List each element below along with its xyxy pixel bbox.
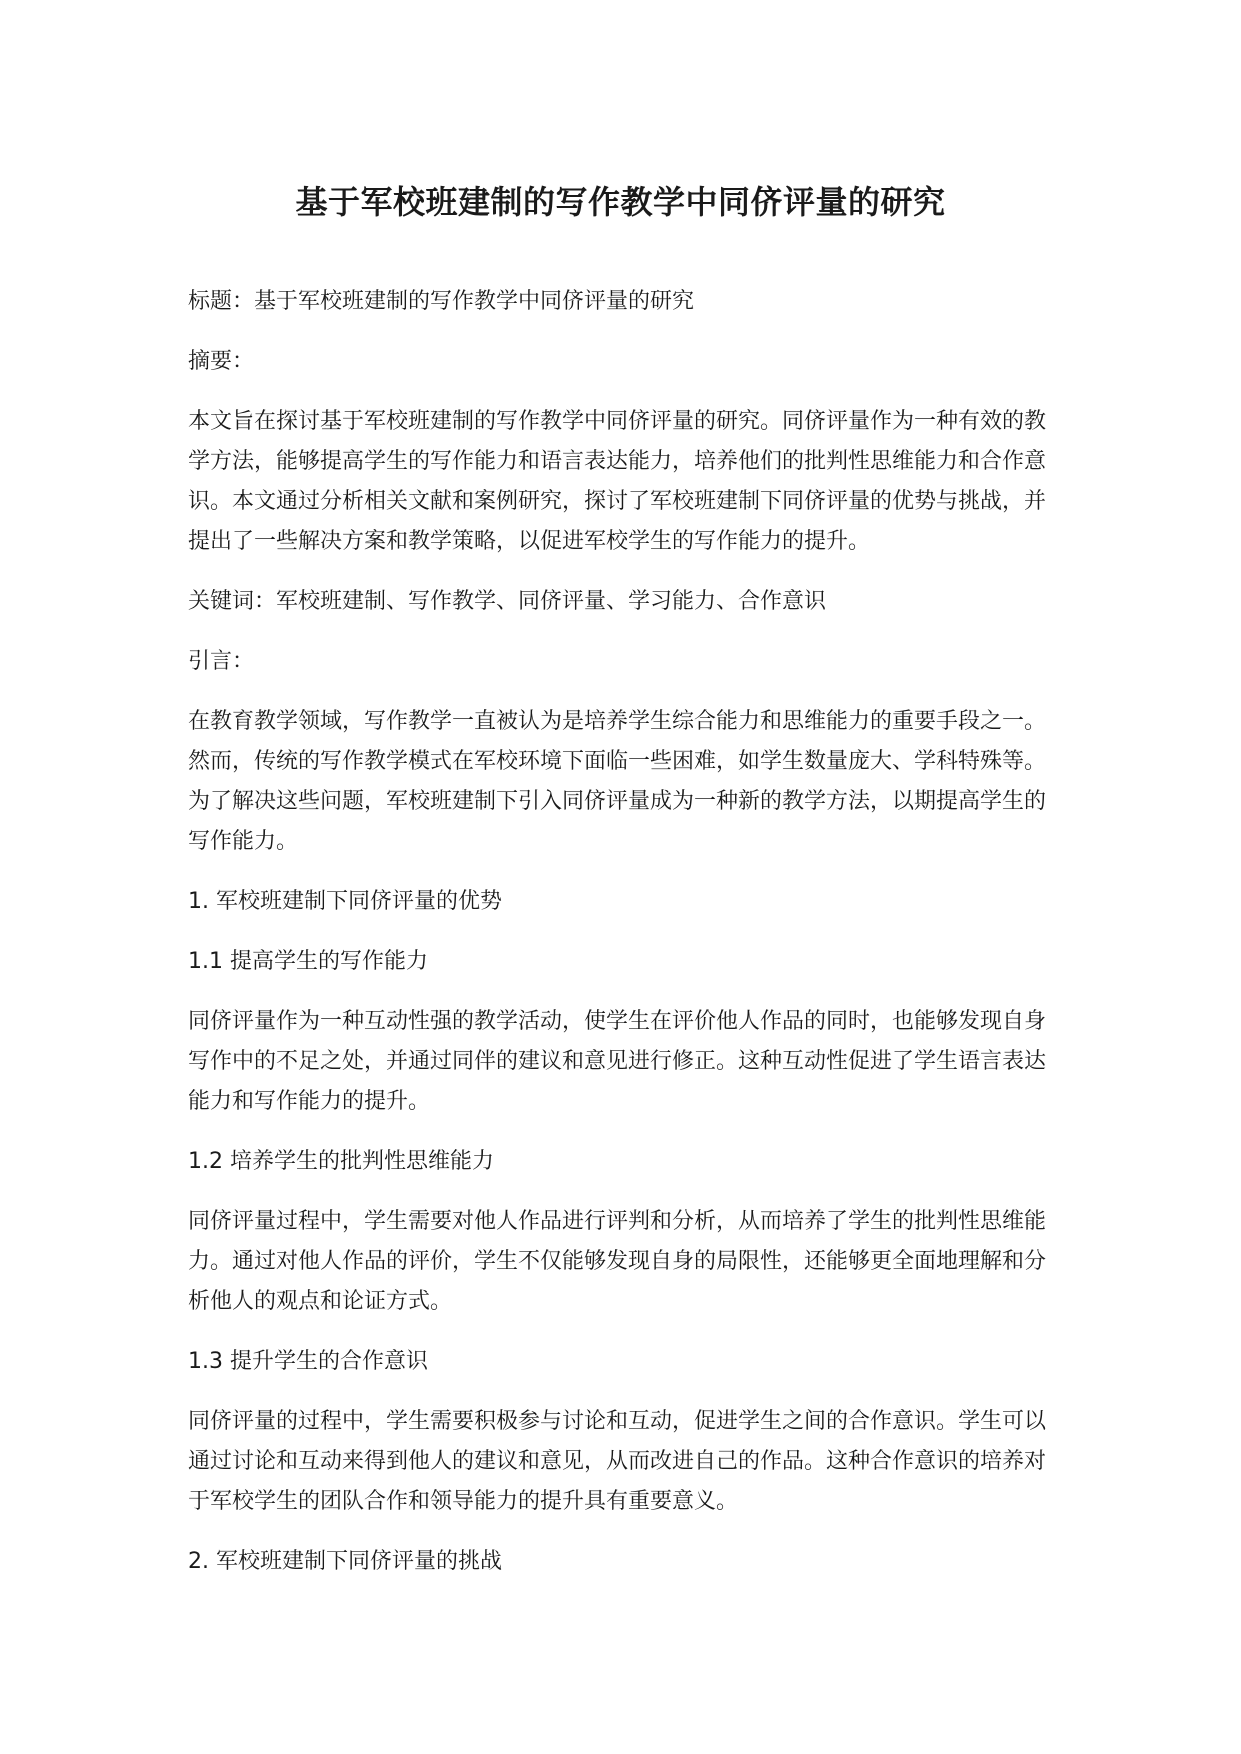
abstract-paragraph: 本文旨在探讨基于军校班建制的写作教学中同侪评量的研究。同侪评量作为一种有效的教学方法，能够提高学生的写作能力和语言表达能力，培养他们的批判性思维能力和合作意识。本文通过分析相关文献和案例研究，探讨了军校班建制下同侪评量的优势与挑战，并提出了一些解决方案和教学策略，以促进军校学生的写作能力的提升。 [188,409,1047,554]
section-1-heading: 1. 军校班建制下同侪评量的优势 [188,889,502,914]
section-1-1-heading: 1.1 提高学生的写作能力 [188,949,428,974]
section-2-heading: 2. 军校班建制下同侪评量的挑战 [188,1549,502,1574]
section-1-3-heading: 1.3 提升学生的合作意识 [188,1349,428,1374]
abstract-heading: 摘要： [188,349,255,374]
section-1-2-heading: 1.2 培养学生的批判性思维能力 [188,1149,494,1174]
title-line: 标题：基于军校班建制的写作教学中同侪评量的研究 [188,289,695,314]
introduction-heading: 引言： [188,649,255,674]
section-1-2-paragraph: 同侪评量过程中，学生需要对他人作品进行评判和分析，从而培养了学生的批判性思维能力。通过对他人作品的评价，学生不仅能够发现自身的局限性，还能够更全面地理解和分析他人的观点和论证方式。 [188,1209,1047,1314]
section-1-3-paragraph: 同侪评量的过程中，学生需要积极参与讨论和互动，促进学生之间的合作意识。学生可以通过讨论和互动来得到他人的建议和意见，从而改进自己的作品。这种合作意识的培养对于军校学生的团队合作和领导能力的提升具有重要意义。 [188,1409,1047,1514]
section-1-1-paragraph: 同侪评量作为一种互动性强的教学活动，使学生在评价他人作品的同时，也能够发现自身写作中的不足之处，并通过同伴的建议和意见进行修正。这种互动性促进了学生语言表达能力和写作能力的提升。 [188,1009,1047,1114]
keywords-line: 关键词：军校班建制、写作教学、同侪评量、学习能力、合作意识 [188,589,827,614]
document-body [188,282,1046,1602]
document-title: 基于军校班建制的写作教学中同侪评量的研究 [295,183,946,221]
introduction-paragraph: 在教育教学领域，写作教学一直被认为是培养学生综合能力和思维能力的重要手段之一。然而，传统的写作教学模式在军校环境下面临一些困难，如学生数量庞大、学科特殊等。为了解决这些问题，军校班建制下引入同侪评量成为一种新的教学方法，以期提高学生的写作能力。 [188,709,1047,854]
